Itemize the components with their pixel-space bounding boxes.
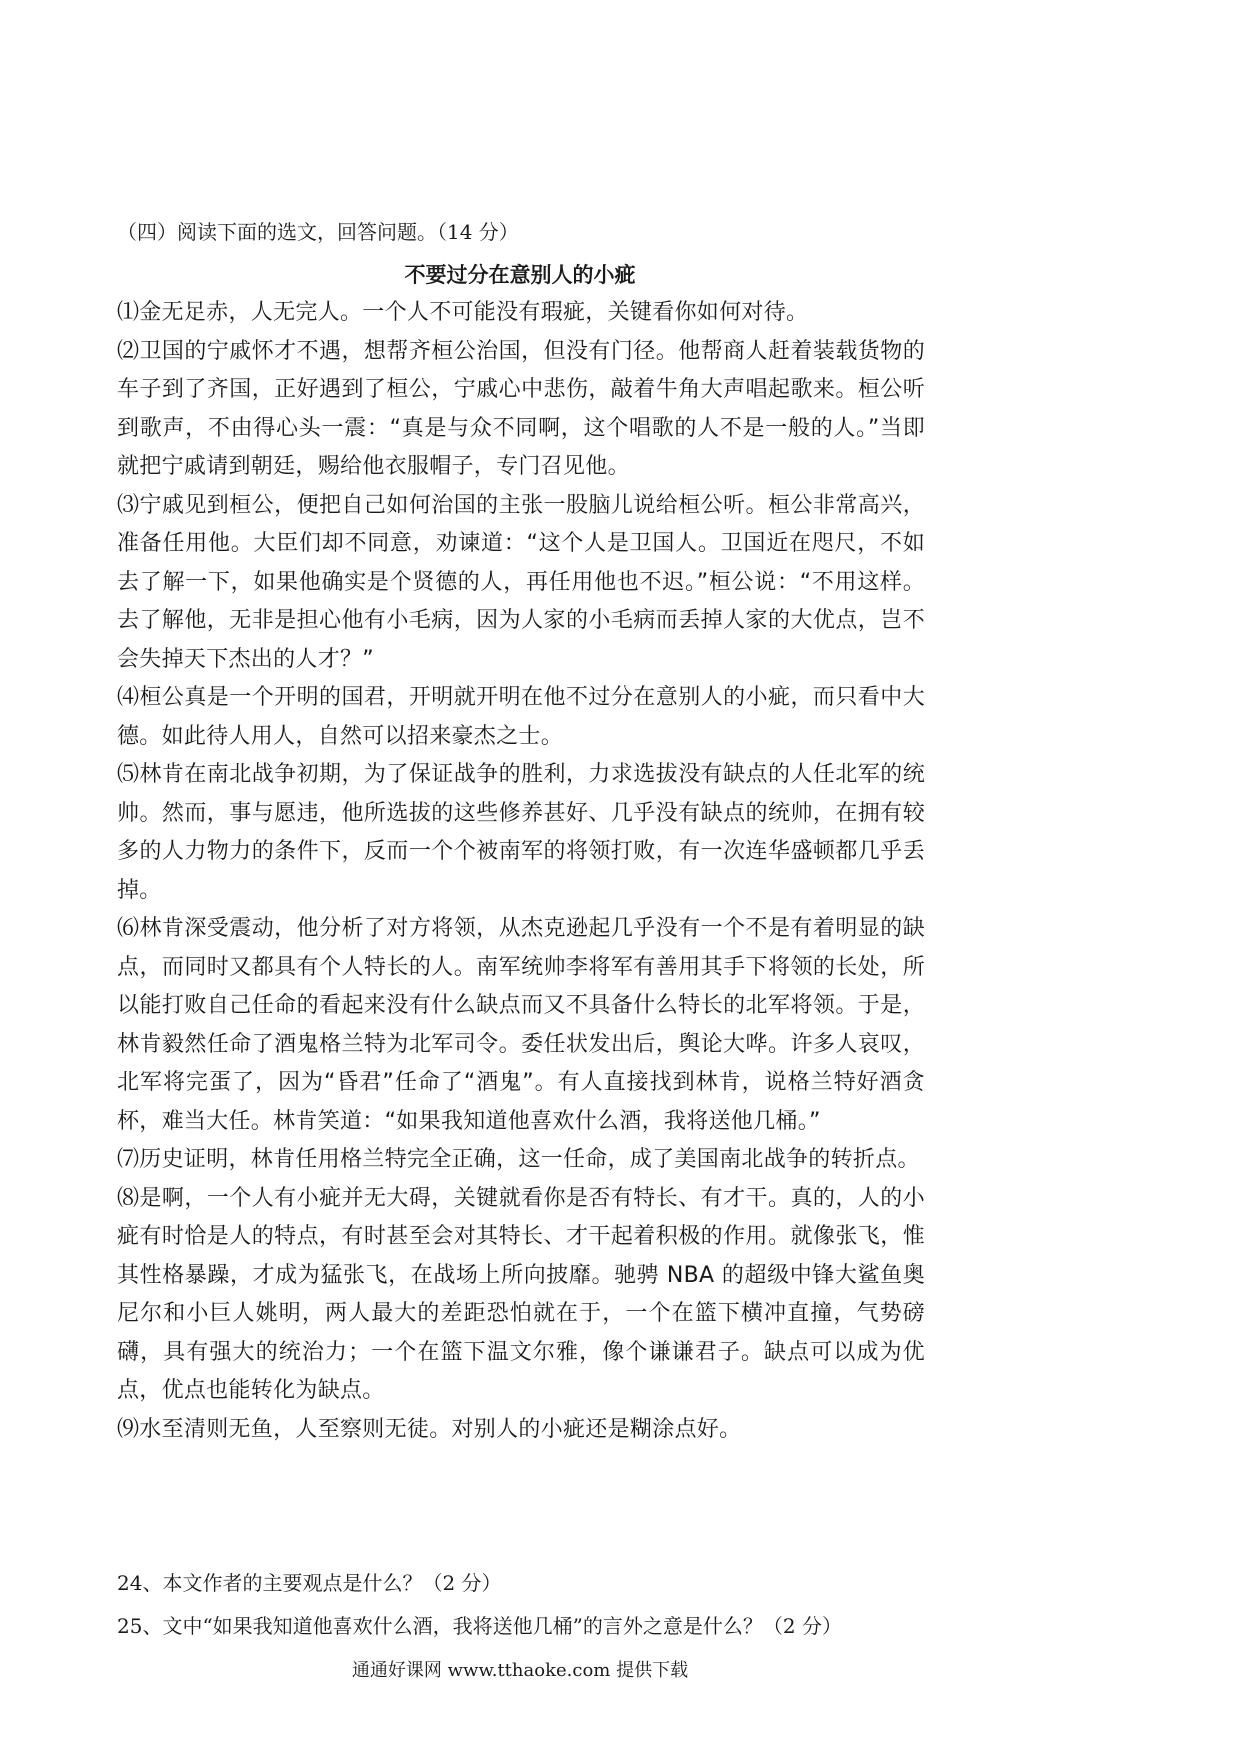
paragraph-1: ⑴金无足赤，人无完人。一个人不可能没有瑕疵，关键看你如何对待。: [117, 300, 809, 325]
article-title: 不要过分在意别人的小疵: [404, 263, 636, 287]
paragraph-2: ⑵卫国的宁戚怀才不遇，想帮齐桓公治国，但没有门径。他帮商人赶着装载货物的车子到了齐国，正好遇到了桓公，宁戚心中悲伤，敲着牛角大声唱起歌来。桓公听到歌声，不由得心头一震：“真是与众不同啊，这个唱歌的人不是一般的人。”当即就把宁戚请到朝廷，赐给他衣服帽子，专门召见他。: [117, 338, 925, 479]
paragraph-6: ⑹林肯深受震动，他分析了对方将领，从杰克逊起几乎没有一个不是有着明显的缺点，而同时又都具有个人特长的人。南军统帅李将军有善用其手下将领的长处，所以能打败自己任命的看起来没有什么缺点而又不具备什么特长的北军将领。于是，林肯毅然任命了酒鬼格兰特为北军司令。委任状发出后，舆论大哗。许多人哀叹，北军将完蛋了，因为“昏君”任命了“酒鬼”。有人直接找到林肯，说格兰特好酒贪杯，难当大任。林肯笑道：“如果我知道他喜欢什么酒，我将送他几桶。”: [117, 916, 925, 1134]
paragraph-4: ⑷桓公真是一个开明的国君，开明就开明在他不过分在意别人的小疵，而只看中大德。如此待人用人，自然可以招来豪杰之士。: [117, 685, 925, 749]
paragraph-9: ⑼水至清则无鱼，人至察则无徒。对别人的小疵还是糊涂点好。: [117, 1416, 742, 1442]
section-heading: （四）阅读下面的选文，回答问题。（14 分）: [117, 220, 519, 244]
paragraph-3: ⑶宁戚见到桓公，便把自己如何治国的主张一股脑儿说给桓公听。桓公非常高兴，准备任用他。大臣们却不同意，劝谏道：“这个人是卫国人。卫国近在咫尺，不如去了解一下，如果他确实是个贤德的人，再任用他也不迟。”桓公说：“不用这样。去了解他，无非是担心他有小毛病，因为人家的小毛病而丢掉人家的大优点，岂不会失掉天下杰出的人才？”: [117, 492, 925, 672]
paragraph-7: ⑺历史证明，林肯任用格兰特完全正确，这一任命，成了美国南北战争的转折点。: [117, 1147, 920, 1172]
question-24: 24、本文作者的主要观点是什么？（2 分）: [117, 1571, 502, 1595]
question-25: 25、文中“如果我知道他喜欢什么酒，我将送他几桶”的言外之意是什么？（2 分）: [117, 1614, 842, 1638]
paragraph-8: ⑻是啊，一个人有小疵并无大碍，关键就看你是否有特长、有才干。真的，人的小疵有时恰是人的特点，有时甚至会对其特长、才干起着积极的作用。就像张飞，惟其性格暴躁，才成为猛张飞，在战场上所向披靡。驰骋 NBA 的超级中锋大鲨鱼奥尼尔和小巨人姚明，两人最大的差距恐怕就在于，一个在篮下横冲直撞，气势磅礴，具有强大的统治力；一个在篮下温文尔雅，像个谦谦君子。缺点可以成为优点，优点也能转化为缺点。: [117, 1185, 925, 1403]
article-body: [117, 294, 925, 1449]
footer-watermark: 通通好课网 www.tthaoke.com 提供下载: [351, 1660, 689, 1681]
paragraph-5: ⑸林肯在南北战争初期，为了保证战争的胜利，力求选拔没有缺点的人任北军的统帅。然而，事与愿违，他所选拔的这些修养甚好、几乎没有缺点的统帅，在拥有较多的人力物力的条件下，反而一个个被南军的将领打败，有一次连华盛顿都几乎丢掉。: [117, 762, 925, 903]
